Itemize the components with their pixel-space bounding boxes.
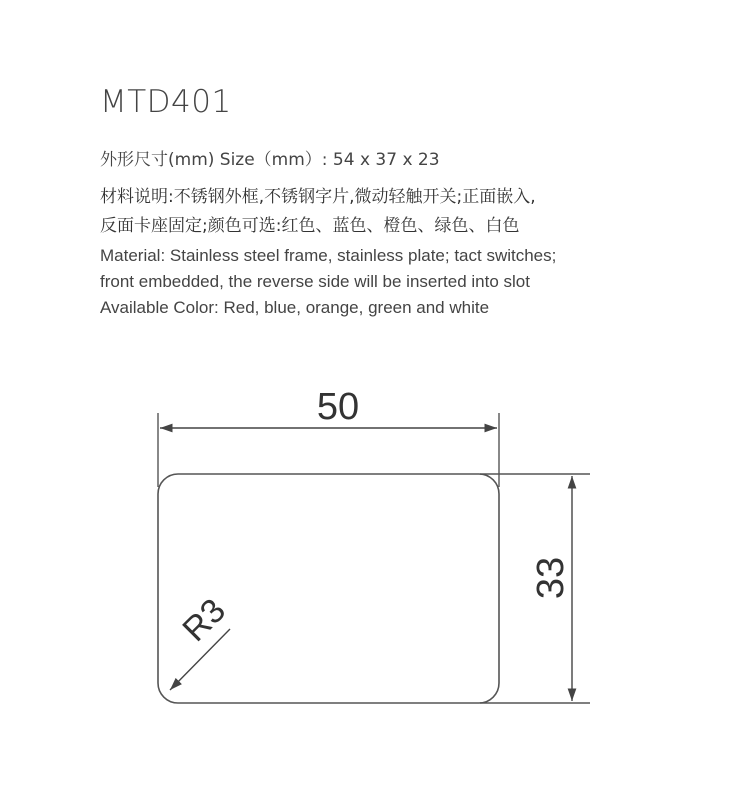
width-label: 50 <box>316 386 360 428</box>
panel-outline <box>158 474 499 703</box>
material-en-line-3: Available Color: Red, blue, orange, green and white <box>100 298 490 317</box>
material-cn-line-2: 反面卡座固定;颜色可选:红色、蓝色、橙色、绿色、白色 <box>100 216 520 236</box>
radius-label: R3 <box>175 591 234 650</box>
size-spec: 外形尺寸(mm) Size（mm）: 54 x 37 x 23 <box>100 150 440 170</box>
material-en-line-1: Material: Stainless steel frame, stainless plate; tact switches; <box>100 246 557 265</box>
height-label: 33 <box>530 556 572 600</box>
material-cn-line-1: 材料说明:不锈钢外框,不锈钢字片,微动轻触开关;正面嵌入, <box>100 187 536 207</box>
model-number: MTD401 <box>100 84 232 120</box>
material-en-line-2: front embedded, the reverse side will be inserted into slot <box>100 272 530 291</box>
